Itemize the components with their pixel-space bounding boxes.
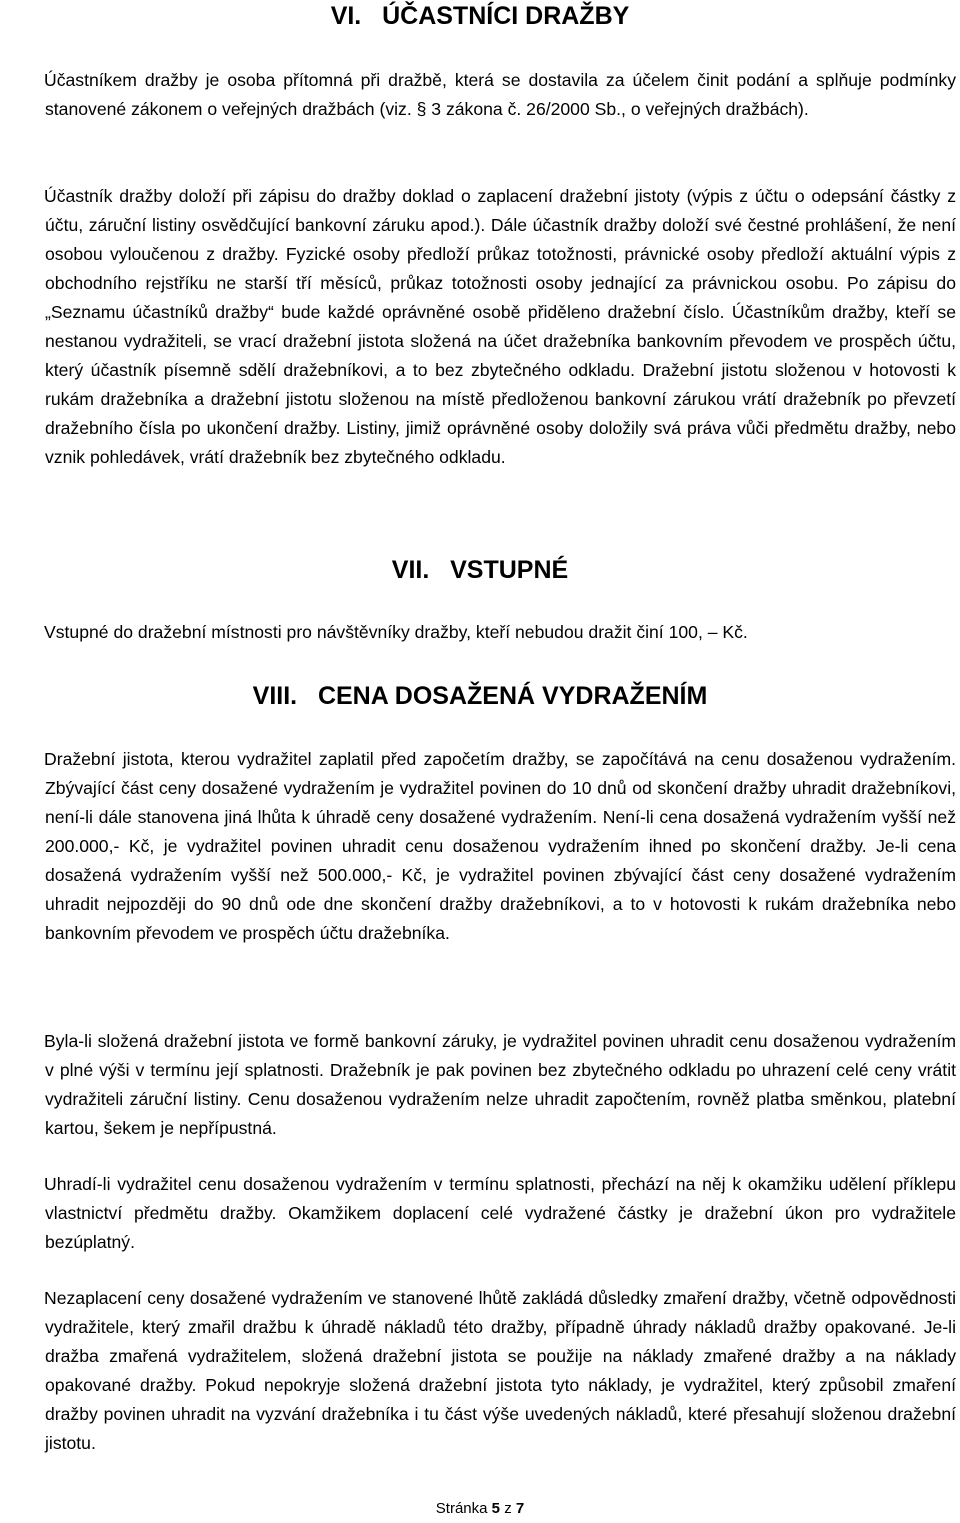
paragraph-number xyxy=(8,618,44,647)
section-heading-viii: VIII. CENA DOSAŽENÁ VYDRAŽENÍM xyxy=(252,682,708,710)
paragraph-text: Byla-li složená dražební jistota ve formě bankovní záruky, je vydražitel povinen uhradit cenu dosaženou vydražením v plné výši v termínu její splatnosti. Dražebník je pak povinen bez zbytečného odkladu po uhrazení celé ceny vrátit vydražiteli záruční listiny. Cenu dosaženou vydražením nelze uhradit započtením, rovněž platba směnkou, platební kartou, šekem je nepřípustná. xyxy=(44,1031,956,1138)
paragraph-number xyxy=(8,1284,44,1313)
paragraph-number xyxy=(8,745,44,774)
paragraph-text: Nezaplacení ceny dosažené vydražením ve stanovené lhůtě zakládá důsledky zmaření dražby, včetně odpovědnosti vydražitele, který zmařil dražbu k úhradě nákladů této dražby, případně úhrady nákladů dražby opakované. Je-li dražba zmařená vydražitelem, složená dražební jistota se použije na náklady zmařené dražby a na náklady opakované dražby. Pokud nepokryje složená dražební jistota tyto náklady, je vydražitel, který způsobil zmaření dražby povinen uhradit na vyzvání dražebníka i tu část výše uvedených nákladů, které přesahují složenou dražební jistotu. xyxy=(44,1288,956,1453)
page-footer xyxy=(0,1500,960,1517)
paragraph-text: Dražební jistota, kterou vydražitel zaplatil před započetím dražby, se započítává na cenu dosaženou vydražením. Zbývající část ceny dosažené vydražením je vydražitel povinen do 10 dnů od skončení dražby uhradit dražebníkovi, není-li dále stanovena jiná lhůta k úhradě ceny dosažené vydražením. Není-li cena dosažená vydražením vyšší než 200.000,- Kč, je vydražitel povinen uhradit cenu dosaženou vydražením ihned po skončení dražby. Je-li cena dosažená vydražením vyšší než 500.000,- Kč, je vydražitel povinen zbývající část ceny dosažené vydražením uhradit nejpozději do 90 dnů ode dne skončení dražby dražebníkovi, a to v hotovosti k rukám dražebníka nebo bankovním převodem ve prospěch účtu dražebníka. xyxy=(44,749,956,943)
paragraph-text: Uhradí-li vydražitel cenu dosaženou vydražením v termínu splatnosti, přechází na něj k okamžiku udělení příklepu vlastnictví předmětu dražby. Okamžikem doplacení celé vydražené částky je dražební úkon pro vydražitele bezúplatný. xyxy=(44,1174,956,1252)
paragraph-8-1 xyxy=(8,745,956,948)
paragraph-number xyxy=(8,66,44,95)
paragraph-6-1 xyxy=(8,66,956,124)
paragraph-7-1 xyxy=(8,618,956,647)
footer-page-number: 5 xyxy=(491,1500,501,1517)
footer-prefix: Stránka xyxy=(435,1500,488,1517)
paragraph-text: Vstupné do dražební místnosti pro návštěvníky dražby, kteří nebudou dražit činí 100, – Kč. xyxy=(44,622,748,642)
paragraph-text: Účastník dražby doloží při zápisu do dražby doklad o zaplacení dražební jistoty (výpis z účtu o odepsání částky z účtu, záruční listiny osvědčující bankovní záruku apod.). Dále účastník dražby doloží své čestné prohlášení, že není osobou vyloučenou z dražby. Fyzické osoby předloží průkaz totožnosti, právnické osoby předloží aktuální výpis z obchodního rejstříku ne starší tří měsíců, průkaz totožnosti osoby jednající za právnickou osobu. Po zápisu do „Seznamu účastníků dražby“ bude každé oprávněné osobě přiděleno dražební číslo. Účastníkům dražby, kteří se nestanou vydražiteli, se vrací dražební jistota složená na účet dražebníka bankovním převodem ve prospěch účtu, který účastník písemně sdělí dražebníkovi, a to bez zbytečného odkladu. Dražební jistotu složenou v hotovosti k rukám dražebníka a dražební jistotu složenou na místě předloženou bankovní zárukou vrátí dražebník po převzetí dražebního čísla po ukončení dražby. Listiny, jimiž oprávněné osoby doložily svá práva vůči předmětu dražby, nebo vznik pohledávek, vrátí dražebník bez zbytečného odkladu. xyxy=(44,186,956,467)
section-heading-vii: VII. VSTUPNÉ xyxy=(391,556,569,584)
section-heading-vi: VI. ÚČASTNÍCI DRAŽBY xyxy=(330,2,630,30)
paragraph-number xyxy=(8,1170,44,1199)
footer-separator: z xyxy=(504,1500,512,1517)
paragraph-8-2 xyxy=(8,1027,956,1143)
paragraph-number xyxy=(8,1027,44,1056)
paragraph-text: Účastníkem dražby je osoba přítomná při dražbě, která se dostavila za účelem činit podání a splňuje podmínky stanovené zákonem o veřejných dražbách (viz. § 3 zákona č. 26/2000 Sb., o veřejných dražbách). xyxy=(44,70,956,119)
paragraph-6-2 xyxy=(8,182,956,472)
paragraph-number xyxy=(8,182,44,211)
footer-page-total: 7 xyxy=(515,1500,525,1517)
paragraph-8-3 xyxy=(8,1170,956,1257)
paragraph-8-4 xyxy=(8,1284,956,1458)
